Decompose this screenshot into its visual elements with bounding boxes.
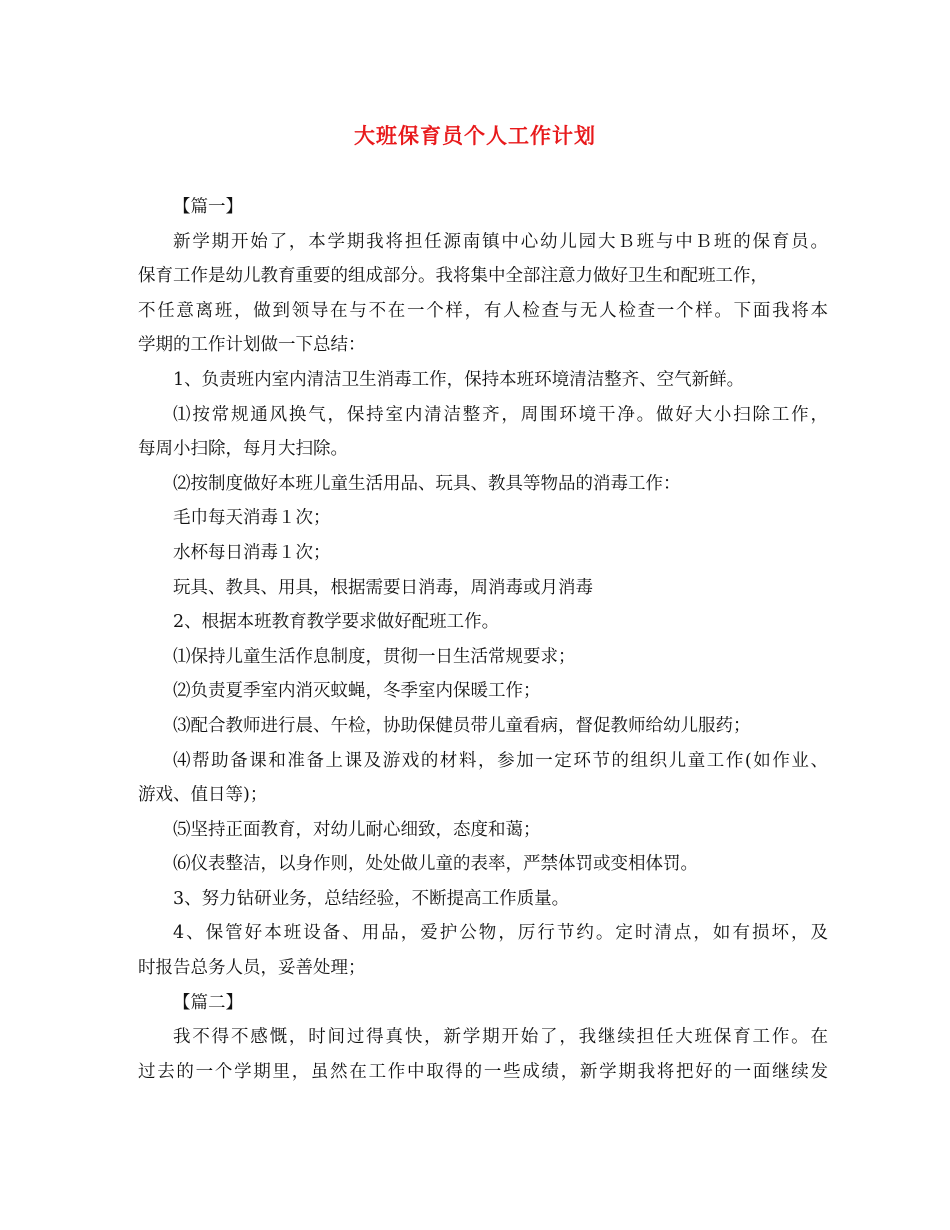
text-line: 3、努力钻研业务，总结经验，不断提高工作质量。 <box>173 888 570 909</box>
text-line: 我不得不感慨，时间过得真快，新学期开始了，我继续担任大班保育工作。在 <box>173 1027 828 1048</box>
text-line: 新学期开始了，本学期我将担任源南镇中心幼儿园大Ｂ班与中Ｂ班的保育员。 <box>173 231 828 252</box>
text-line: 游戏、值日等)； <box>138 785 268 806</box>
text-line: 过去的一个学期里，虽然在工作中取得的一些成绩，新学期我将把好的一面继续发 <box>138 1061 828 1082</box>
text-line: 【篇一】 <box>173 197 243 217</box>
text-line: ⑹仪表整洁，以身作则，处处做儿童的表率，严禁体罚或变相体罚。 <box>173 854 698 875</box>
text-line: 时报告总务人员，妥善处理； <box>138 958 366 979</box>
text-line: ⑴保持儿童生活作息制度，贯彻一日生活常规要求； <box>173 646 576 667</box>
text-line: 学期的工作计划做一下总结： <box>138 335 366 356</box>
text-line: 保育工作是幼儿教育重要的组成部分。我将集中全部注意力做好卫生和配班工作， <box>138 266 768 287</box>
text-line: ⑵按制度做好本班儿童生活用品、玩具、教具等物品的消毒工作： <box>173 473 681 494</box>
text-line: 玩具、教具、用具，根据需要日消毒，周消毒或月消毒 <box>173 577 593 598</box>
text-line: 2、根据本班教育教学要求做好配班工作。 <box>173 612 500 633</box>
text-line: 1、负责班内室内清洁卫生消毒工作，保持本班环境清洁整齐、空气新鲜。 <box>173 369 745 390</box>
text-line: 【篇二】 <box>173 992 243 1013</box>
text-line: ⑴按常规通风换气，保持室内清洁整齐，周围环境干净。做好大小扫除工作， <box>173 404 828 425</box>
text-line: 4、保管好本班设备、用品，爱护公物，厉行节约。定时清点，如有损坏，及 <box>173 923 828 944</box>
text-line: 毛巾每天消毒１次； <box>173 508 331 529</box>
text-line: 每周小扫除，每月大扫除。 <box>138 439 348 460</box>
text-line: 不任意离班，做到领导在与不在一个样，有人检查与无人检查一个样。下面我将本 <box>138 300 828 321</box>
text-line: 水杯每日消毒１次； <box>173 542 331 563</box>
document-title: 大班保育员个人工作计划 <box>354 124 596 148</box>
text-line: ⑷帮助备课和准备上课及游戏的材料，参加一定环节的组织儿童工作(如作业、 <box>173 750 828 771</box>
document-body <box>138 190 828 1089</box>
text-line: ⑸坚持正面教育，对幼儿耐心细致，态度和蔼； <box>173 819 541 840</box>
text-line: ⑵负责夏季室内消灭蚊蝇，冬季室内保暖工作； <box>173 681 541 702</box>
text-line: ⑶配合教师进行晨、午检，协助保健员带儿童看病，督促教师给幼儿服药； <box>173 715 751 736</box>
